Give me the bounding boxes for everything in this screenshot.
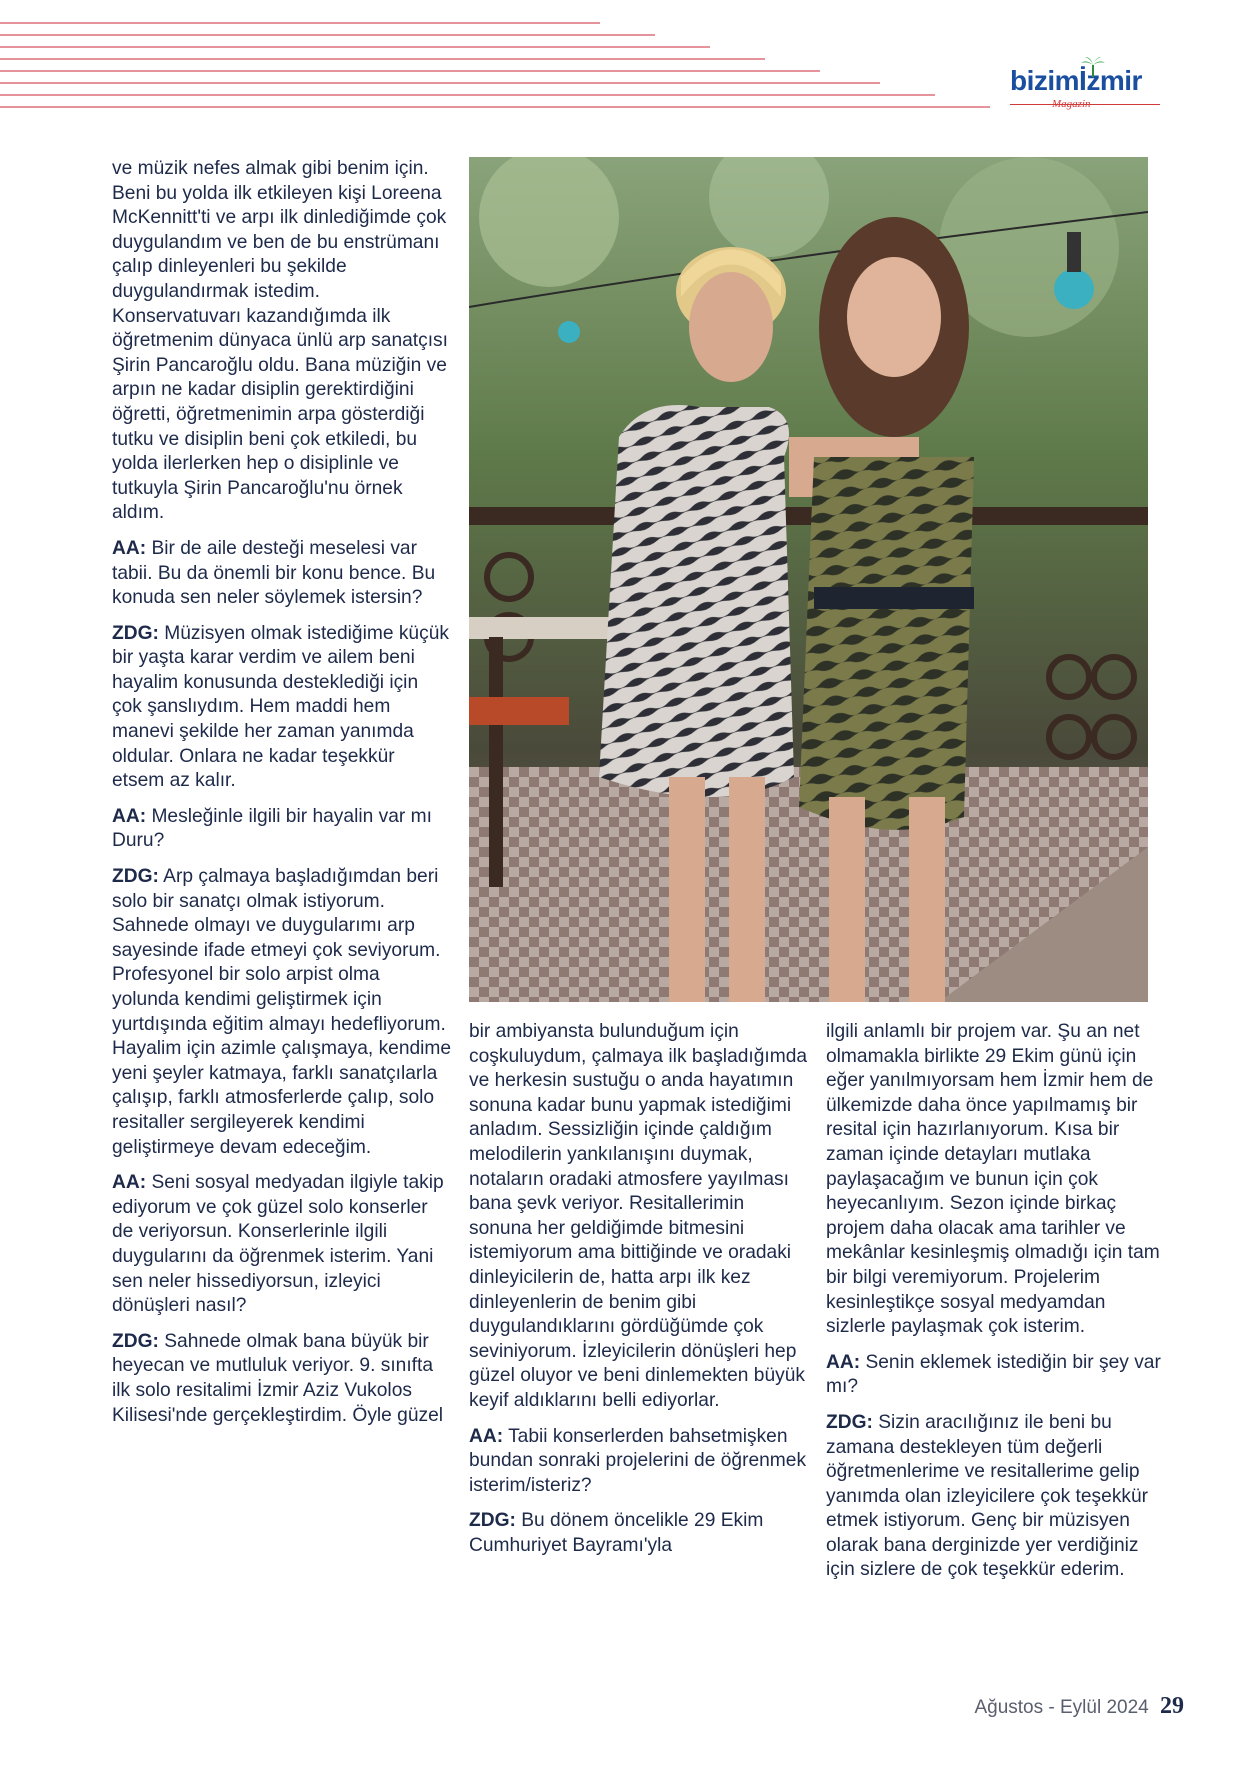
paragraph-text: Sizin aracılığınız ile beni bu zamana destekleyen tüm değerli öğretmenlerime ve resitallerime gelip yanımda olan izleyicilere çok teşekkür etmek istiyorum. Genç bir müzisyen olarak bana derginizde yer verdiğiniz için sizlere de çok teşekkür ederim. <box>826 1411 1149 1581</box>
text-column-2 <box>469 1020 809 1569</box>
paragraph-text: ilgili anlamlı bir projem var. Şu an net olmamakla birlikte 29 Ekim günü için eğer yanılmıyorsam hem İzmir hem de ülkemizde daha önce yapılmamış bir resital için hazırlanıyorum. Kısa bir zaman içinde detayları mutlaka paylaşacağım ve bunun için çok heyecanlıyım. Sezon içinde birkaç projem daha olacak ama tarihler ve mekânlar kesinleşmiş olmadığı için tam bir bilgi veremiyorum. Projelerim kesinleştikçe sosyal medyamdan sizlerle paylaşmak çok isterim. <box>826 1021 1160 1338</box>
speaker-label: ZDG: <box>112 622 159 644</box>
page-footer <box>974 1693 1184 1720</box>
paragraph <box>469 1020 809 1414</box>
logo-subtitle: Magazin <box>1052 98 1091 110</box>
paragraph <box>826 1411 1166 1583</box>
paragraph <box>112 537 452 611</box>
paragraph <box>469 1425 809 1499</box>
paragraph-text: Senin eklemek istediğin bir şey var mı? <box>826 1351 1161 1398</box>
issue-date: Ağustos - Eylül 2024 <box>974 1697 1149 1718</box>
paragraph <box>826 1020 1166 1340</box>
speaker-label: AA: <box>112 537 147 559</box>
text-column-1 <box>112 157 452 1439</box>
speaker-label: ZDG: <box>112 1330 159 1352</box>
text-column-3 <box>826 1020 1166 1594</box>
speaker-label: ZDG: <box>469 1510 516 1532</box>
portrait-photo <box>469 157 1148 1002</box>
paragraph-text: Sahnede olmak bana büyük bir heyecan ve mutluluk veriyor. 9. sınıfta ilk solo resitalimi İzmir Aziz Vukolos Kilisesi'nde gerçekleştirdim. Öyle güzel <box>112 1330 444 1426</box>
speaker-label: AA: <box>112 1172 147 1194</box>
paragraph <box>112 865 452 1160</box>
header-stripes <box>0 22 1000 107</box>
speaker-label: ZDG: <box>826 1411 873 1433</box>
paragraph <box>112 1171 452 1319</box>
paragraph-text: Müzisyen olmak istediğime küçük bir yaşta karar verdim ve ailem beni hayalim konusunda desteklediği için çok şanslıydım. Hem maddi hem manevi şekilde her zaman yanımda oldular. Onlara ne kadar teşekkür etsem az kalır. <box>112 622 449 792</box>
paragraph <box>469 1509 809 1558</box>
paragraph-text: Tabii konserlerden bahsetmişken bundan sonraki projelerini de öğrenmek isterim/isteriz? <box>469 1425 807 1496</box>
paragraph <box>112 157 452 526</box>
paragraph-text: Bu dönem öncelikle 29 Ekim Cumhuriyet Bayramı'yla <box>469 1510 764 1556</box>
magazine-logo[interactable] <box>1010 60 1170 115</box>
speaker-label: ZDG: <box>112 866 159 888</box>
page-number: 29 <box>1160 1693 1184 1719</box>
paragraph-text: ve müzik nefes almak gibi benim için. Beni bu yolda ilk etkileyen kişi Loreena McKennitt'ti ve arpı ilk dinlediğimde çok duygulandım ve ben de bu enstrümanı çalıp dinleyenleri bu şekilde duygulandırmak istedim. Konservatuvarı kazandığımda ilk öğretmenim dünyaca ünlü arp sanatçısı Şirin Pancaroğlu oldu. Bana müziğin ve arpın ne kadar disiplin gerektirdiğini öğretti, öğretmenimin arpa gösterdiği tutku ve disiplin beni çok etkiledi, bu yolda ilerlerken hep o disiplinle ve tutkuyla Şirin Pancaroğlu'nu örnek aldım. <box>112 158 448 524</box>
paragraph-text: Mesleğinle ilgili bir hayalin var mı Duru? <box>112 805 432 852</box>
paragraph <box>826 1351 1166 1400</box>
paragraph <box>112 622 452 794</box>
photo-illustration <box>469 157 1148 1002</box>
paragraph-text: bir ambiyansta bulunduğum için coşkuluydum, çalmaya ilk başladığımda ve herkesin sustuğu o anda hayatımın sonuna kadar bunu yapmak istediğimi anladım. Sessizliğin içinde çaldığım melodilerin yankılanışını duymak, notaların oradaki atmosfere yayılması bana şevk veriyor. Resitallerimin sonuna her geldiğimde bitmesini istemiyorum ama bittiğinde ve oradaki dinleyicilerin de, hatta arpı ilk kez dinleyenlerin de benim gibi duygulandıklarını gördüğümde çok seviniyorum. İzleyicilerin dönüşleri hep güzel oluyor ve beni dinlemekten büyük keyif aldıklarını belli ediyorlar. <box>469 1021 808 1411</box>
paragraph-text: Bir de aile desteği meselesi var tabii. Bu da önemli bir konu bence. Bu konuda sen neler söylemek istersin? <box>112 537 436 609</box>
speaker-label: AA: <box>826 1351 861 1373</box>
speaker-label: AA: <box>469 1425 504 1447</box>
palm-tree-icon <box>1080 56 1106 78</box>
paragraph <box>112 1330 452 1428</box>
logo-text: bizimİzmir <box>1010 65 1142 96</box>
speaker-label: AA: <box>112 805 147 827</box>
paragraph-text: Seni sosyal medyadan ilgiyle takip ediyorum ve çok güzel solo konserler de veriyorsun. Konserlerinle ilgili duygularını da öğrenmek isterim. Yani sen neler hissediyorsun, izleyici dönüşleri nasıl? <box>112 1172 444 1317</box>
paragraph <box>112 805 452 854</box>
paragraph-text: Arp çalmaya başladığımdan beri solo bir sanatçı olmak istiyorum. Sahnede olmayı ve duygularımı arp sayesinde ifade etmeyi çok seviyorum. Profesyonel bir solo arpist olma yolunda kendimi geliştirmek için yurtdışında eğitim almayı hedefliyorum. Hayalim için azimle çalışmaya, kendime yeni şeyler katmaya, farklı sanatçılarla çalışıp, farklı atmosferlerde çalıp, solo resitaller sergileyerek kendimi geliştirmeye devam edeceğim. <box>112 866 452 1158</box>
